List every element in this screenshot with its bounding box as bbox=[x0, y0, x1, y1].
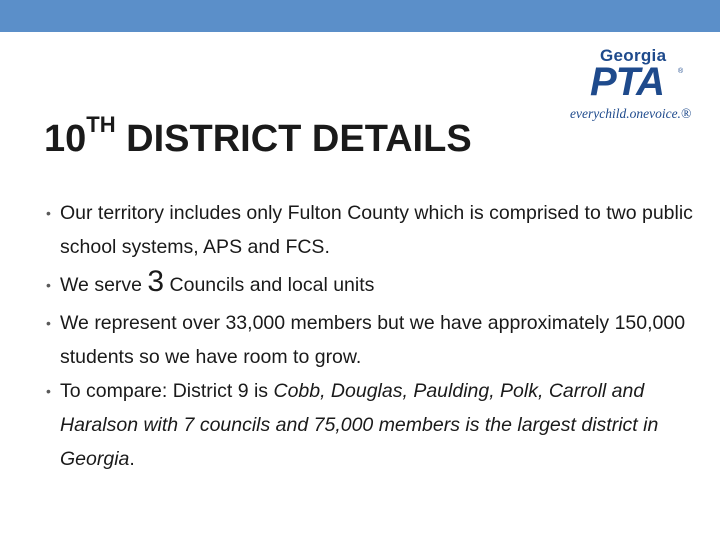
bullet-list bbox=[46, 196, 696, 476]
logo-tagline: everychild.onevoice.® bbox=[570, 106, 692, 121]
logo-state-text: Georgia bbox=[600, 46, 667, 65]
title-ordinal-suffix: TH bbox=[86, 112, 116, 137]
bullet-territory-text: Our territory includes only Fulton County which is comprised to two public school systems, APS and FCS. bbox=[60, 202, 693, 258]
bullet-councils bbox=[46, 265, 696, 302]
bullet-members bbox=[46, 306, 696, 374]
bullet-compare-italic: Cobb, Douglas, Paulding, Polk, Carroll and Haralson with 7 councils and 75,000 members is the largest district in Georgia bbox=[60, 380, 659, 470]
bullet-councils-pre: We serve bbox=[60, 274, 148, 296]
logo-pta-mark: PTA bbox=[590, 60, 665, 104]
title-text: DISTRICT DETAILS bbox=[115, 118, 472, 160]
logo-registered-mark: ® bbox=[678, 68, 684, 75]
bullet-dot-icon: • bbox=[46, 277, 51, 293]
bullet-compare-pre: To compare: District 9 is bbox=[60, 380, 274, 402]
bullet-councils-number: 3 bbox=[147, 265, 165, 298]
bullet-dot-icon: • bbox=[46, 383, 51, 399]
bullet-councils-post: Councils and local units bbox=[164, 274, 375, 296]
bullet-compare-post: . bbox=[129, 448, 135, 470]
bullet-compare bbox=[46, 374, 696, 476]
georgia-pta-logo bbox=[560, 44, 710, 124]
bullet-dot-icon: • bbox=[46, 315, 51, 331]
title-number: 10 bbox=[44, 118, 87, 160]
slide-title bbox=[44, 112, 472, 161]
top-accent-bar bbox=[0, 0, 720, 32]
bullet-dot-icon: • bbox=[46, 205, 51, 221]
bullet-members-text: We represent over 33,000 members but we have approximately 150,000 students so we have room to grow. bbox=[60, 312, 686, 368]
bullet-territory bbox=[46, 196, 696, 264]
